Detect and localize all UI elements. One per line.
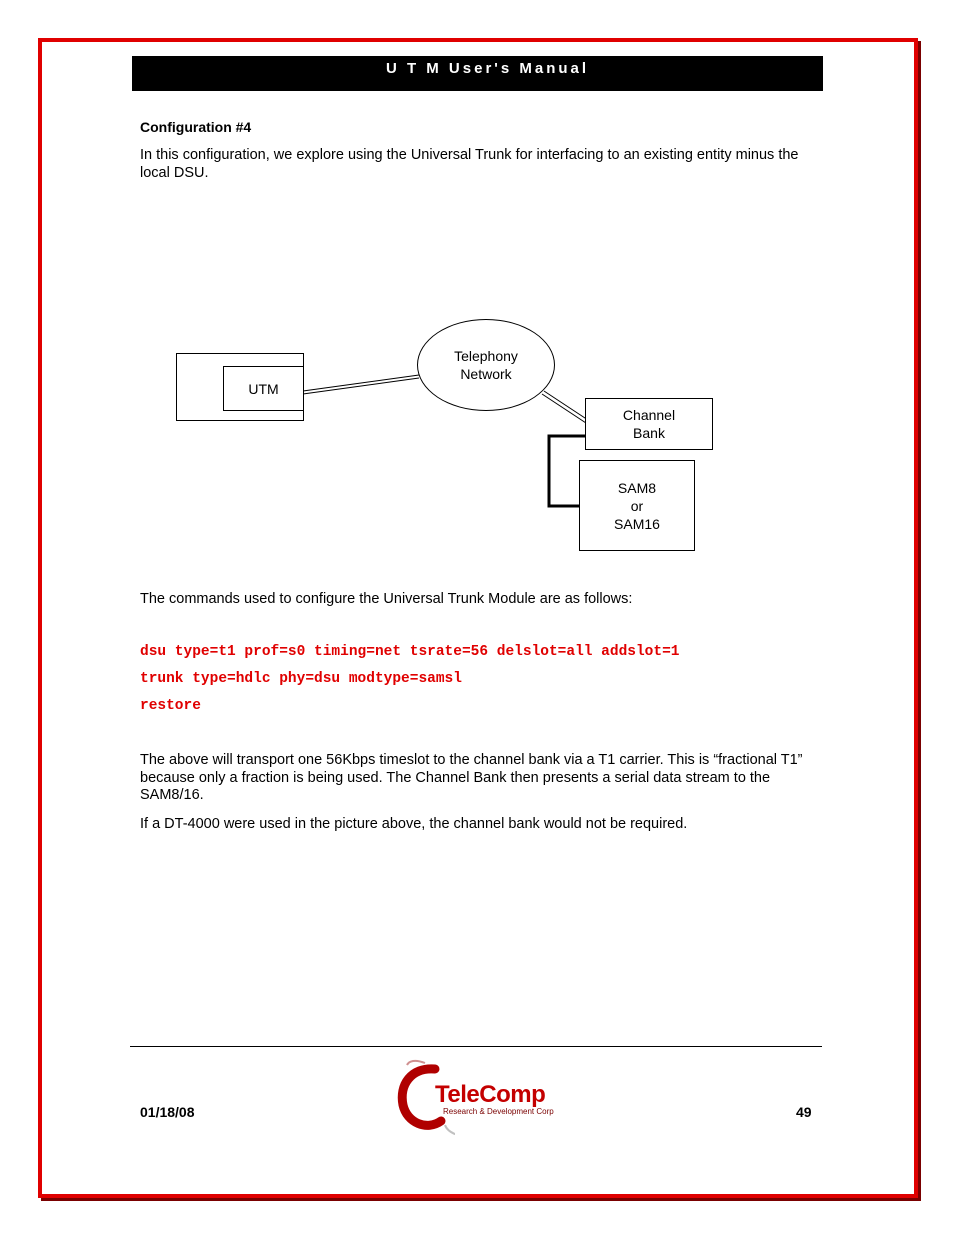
network-bank-link-2 — [544, 391, 588, 420]
network-diagram — [170, 315, 730, 560]
intro-paragraph: In this configuration, we explore using the Universal Trunk for interfacing to an existing entity minus the local DSU. — [140, 147, 799, 181]
utm-network-link-2 — [303, 378, 419, 394]
channel-bank-label: Channel Bank — [622, 407, 676, 441]
utm-box — [223, 366, 304, 411]
command-line: dsu type=t1 prof=s0 timing=net tsrate=56 delslot=all addslot=1 — [140, 644, 680, 660]
telecomp-logo — [395, 1055, 575, 1145]
network-bank-link — [542, 394, 586, 423]
utm-label: UTM — [248, 380, 279, 397]
logo-wordmark: TeleComp — [435, 1081, 546, 1108]
channel-bank-box — [585, 398, 713, 450]
commands-intro: The commands used to configure the Universal Trunk Module are as follows: — [140, 591, 633, 607]
footer-divider — [130, 1046, 822, 1047]
page-border — [38, 38, 918, 1198]
section-heading: Configuration #4 — [140, 119, 252, 135]
footer-date: 01/18/08 — [140, 1104, 195, 1120]
note-paragraph: If a DT-4000 were used in the picture above, the channel bank would not be required. — [140, 816, 688, 832]
sam-box — [579, 460, 695, 551]
network-label: Telephony Network — [454, 348, 518, 382]
command-line: trunk type=hdlc phy=dsu modtype=samsl — [140, 671, 462, 687]
logo-subtitle: Research & Development Corp — [443, 1107, 554, 1116]
document-title: U T M User's Manual — [385, 60, 590, 77]
page-number: 49 — [796, 1104, 812, 1120]
telephony-network-ellipse — [417, 319, 555, 411]
utm-network-link — [303, 375, 419, 391]
header-bar — [132, 56, 823, 91]
explanation-paragraph: The above will transport one 56Kbps timeslot to the channel bank via a T1 carrier. This is “fractional T1” because only a fraction is being used. The Channel Bank then presents a serial data stream to the SAM8/16. — [140, 752, 803, 803]
command-line: restore — [140, 698, 201, 714]
sam-label: SAM8 or SAM16 — [614, 479, 660, 532]
